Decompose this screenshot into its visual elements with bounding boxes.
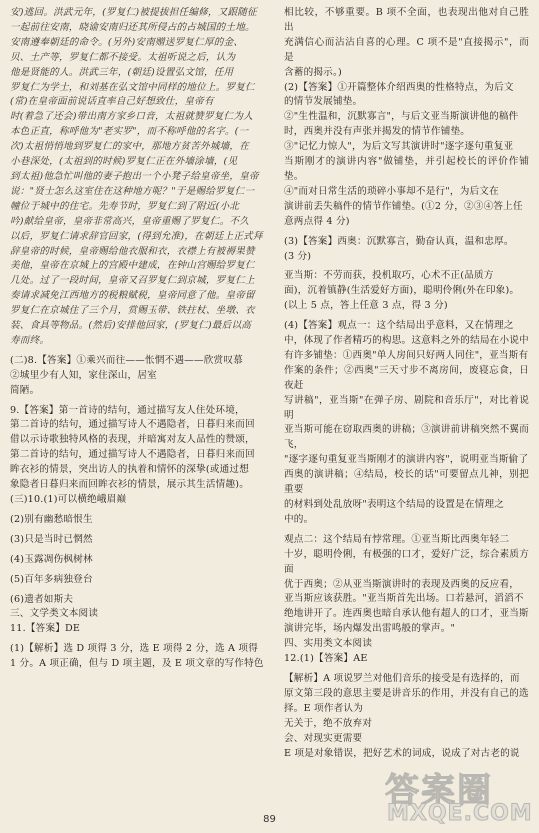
watermark-logo <box>383 763 531 829</box>
text-line: 贝、土产等，罗复仁都不接受。太祖听说之后，认为 <box>10 51 236 63</box>
text-line: ④"而对日常生活的琐碎小事却不是行"，为后文在 <box>284 185 499 197</box>
text-line: 本色正直，称呼他为"老实罗"，而不称呼他的名字。(一 <box>10 126 249 138</box>
text-line: ③"记忆力惊人"，为后文写其演讲时"逐字逐句重复亚 <box>284 141 514 153</box>
text-line: 十岁，聪明伶俐，有极强的口才，爱好广泛，综合素质方面 <box>284 548 529 575</box>
text-line: 当斯刚才的演讲内容"做铺垫，并引起校长的评价作铺垫。 <box>284 156 529 182</box>
text-line: 奏请求减免江西地方的税粮赋税，皇帝同意了他。皇帝留 <box>10 290 255 302</box>
text-line: 罗复仁为学士，和刘基在弘文馆中同样的地位上。罗复仁 <box>10 81 255 93</box>
text-line: 第二首诗的结句，通过描写诗人不遇隐者，日暮归来而回 <box>10 419 255 431</box>
text-line: (4)玉露凋伤枫树林 <box>10 553 93 565</box>
text-line: 亚当斯应该获胜。"亚当斯首先出场。口若悬河，滔滔不 <box>284 593 524 605</box>
text-line: 充满信心而沾沾自喜的心理。C 项不是"直接揭示"，而是 <box>284 36 529 63</box>
text-line: (3 分) <box>284 250 312 262</box>
text-line: (5)百年多病独登台 <box>10 573 93 585</box>
text-line: 安)逃回。洪武元年，(罗复仁)被提拔担任编修，又跟随征 <box>10 7 257 18</box>
text-line: ②"生性温和，沉默寡言"，与后文亚当斯演讲他的稿件 <box>284 111 519 123</box>
text-line: (3)只是当时已惘然 <box>10 533 93 545</box>
text-line: 无关于，绝不放弃对 <box>284 717 373 729</box>
text-line: (6)遗者如斯夫 <box>10 593 74 605</box>
text-line: 美他，皇帝在京城上的宫殿中建成，在钟山宫赐给罗复仁 <box>10 260 255 272</box>
text-line: 11.【答案】DE <box>10 623 81 635</box>
text-line: (2)【答案】①开篇整体介绍西奥的性格特点，为后文 <box>284 81 514 93</box>
text-line: 辞皇帝的时候，皇帝赐给他衣服和衣，衣襟上有被褥果赞 <box>10 245 255 257</box>
text-line: (3)【答案】西奥：沉默寡言，勤奋认真，温和忠厚。 <box>284 235 514 247</box>
text-line: 几处。过了一段时间，皇帝又召罗复仁到京城，罗复仁上 <box>10 275 255 287</box>
text-line: 有许多铺垫：①西奥"单人房间只好两人同住"，亚当斯有 <box>284 349 529 361</box>
text-line: 时，西奥并没有声张并揭发的情节作铺垫。 <box>284 126 471 138</box>
text-line: 第二首诗的结句，通过描写诗人不遇隐者，日暮归来而回 <box>10 449 255 461</box>
text-line: 到太祖)他急忙叫他的妻子抱出一个小凳子给皇帝坐，皇帝 <box>10 170 259 182</box>
text-line: 小巷深处，(太祖到的时候)罗复仁正在外墙涂墙，(见 <box>10 156 238 168</box>
text-line: 作案的条件；②西奥"三天寸步不离房间，废寝忘食，日夜赶 <box>284 364 529 391</box>
watermark-main-text: 答案圈 <box>385 771 493 811</box>
text-line: 时(着急了还会)带出南方家乡口音，太祖就赞罗复仁为人 <box>10 111 253 123</box>
text-line: "逐字逐句重复亚当斯刚才的演讲内容"，说明亚当斯偷了 <box>284 454 529 466</box>
text-line: 三、文学类文本阅读 <box>10 608 99 620</box>
text-line: 择。E 项作者认为 <box>284 702 364 714</box>
text-line: (三)10.(1)可以横绝峨眉巅 <box>10 494 127 505</box>
text-line: 简陋。 <box>10 384 40 396</box>
text-line: 相比较，不够重要。B 项不全面，也表现出他对自己胜出 <box>284 7 529 33</box>
text-line: ②城里少有人知，家住深山，居室 <box>10 369 157 381</box>
text-line: (4)【答案】观点一：这个结局出乎意料，又在情理之 <box>284 320 514 332</box>
text-line: (1)【解析】选 D 项得 3 分，选 E 项得 2 分，选 A 项得 <box>10 643 259 655</box>
text-line: 装、食具等物品。(然后)安排他回家，(罗复仁)最后以高 <box>10 320 252 332</box>
text-line: 中的。 <box>284 513 314 525</box>
left-column <box>10 6 268 672</box>
text-line: 的材料到处乱放呀"表明这个结局的设置是在情理之 <box>284 499 505 510</box>
text-line: 含蓄的揭示。) <box>284 66 342 78</box>
text-line: 他是贤能的人。洪武三年，(朝廷)设置弘文馆，任用 <box>10 66 234 78</box>
text-line: 一起前往安南，晓谕安南归还其所侵占的占城国的土地。 <box>10 21 255 33</box>
text-line: 演讲完毕，场内爆发出雷鸣般的掌声。" <box>284 623 456 635</box>
text-line: 以后，罗复仁请求辞官回家，(得到允准)，在朝廷上正式拜 <box>10 230 263 242</box>
text-line: 优于西奥；②从亚当斯演讲时的表现及西奥的反应看， <box>284 578 520 590</box>
text-line: (以上 5 点，答上任意 3 点，得 3 分) <box>284 300 448 312</box>
text-line: 西奥的演讲稿；④结局，校长的话"可要留点儿神，别把重要 <box>284 469 529 496</box>
text-line: 9.【答案】第一首诗的结句，通过描写友人住处环境， <box>10 404 245 416</box>
right-column <box>284 6 529 761</box>
text-line: 【解析】A 项说罗兰对他们音乐的接受是有选择的，而 <box>284 672 520 684</box>
text-line: 绝地讲开了。连西奥也暗自承认他有超人的口才，亚当斯 <box>284 608 529 620</box>
page-number: 89 <box>263 814 276 825</box>
watermark-sub-text: MXQE.COM <box>387 801 533 826</box>
text-line: 象隐者日暮归来而回眸衣衫的情景，展示其生活情趣)。 <box>10 479 249 491</box>
text-line: 会、对现实更需要 <box>284 732 363 744</box>
text-line: E 项是对象错误，把好艺术的词成，说成了对古老的说 <box>284 747 520 759</box>
text-line: 吟)献给皇帝，皇帝非常高兴，皇帝重赐了罗复仁。不久 <box>10 215 249 227</box>
text-line: 1 分。A 项正确，但与 D 项主题，及 E 项文章的写作特色 <box>10 658 264 670</box>
text-line: 原文第三段的意思主要是讲音乐的作用，并没有自己的选 <box>284 687 529 699</box>
text-line: 意两点得 4 分) <box>284 215 350 227</box>
text-line: 演讲前丢失稿件的情节作铺垫。(①2 分，②③④答上任 <box>284 200 523 212</box>
text-line: 面)，沉着镇静(生活爱好方面)，聪明伶俐(外在印象)。 <box>284 285 520 297</box>
text-line: 观点二：这个结局有悖常理。①亚当斯比西奥年轻二 <box>284 533 510 545</box>
text-line: 借以示诗歌独特风格的表现，并暗寓对友人品性的赞颂， <box>10 434 255 446</box>
text-line: (常)在皇帝面前说话直率自己好想致仕，皇帝有 <box>10 96 214 108</box>
text-line: 12.(1)【答案】AE <box>284 653 368 665</box>
text-line: 亚当斯：不劳而获，投机取巧，心术不正(品质方 <box>284 270 494 282</box>
text-line: 安南遵奉朝廷的命令。(另外)安南赠送罗复仁厚的金、 <box>10 36 244 48</box>
text-line: 幢位于城中的住宅。先寿节时，罗复仁到了附近(小北 <box>10 200 240 212</box>
text-line: 说："贤士怎么这室住在这种地方呢？"于是赐给罗复仁一 <box>10 185 255 197</box>
text-line: 四、实用类文本阅读 <box>284 638 373 650</box>
text-line: 罗复仁在京城住了三个月，赏赐玉带、铁拄杖、坐墩、衣 <box>10 305 255 317</box>
text-line: (二)8.【答案】①乘兴而往——怅惘不遇——欣赏叹慕 <box>10 354 243 366</box>
text-line: 眸衣衫的情景，突出访人的执着和情怀的深挚(或通过想 <box>10 464 249 476</box>
text-line: 次)太祖悄悄地到罗复仁的家中，那地方贫苦外城墙，在 <box>10 141 249 153</box>
text-line: 亚当斯可能在窃取西奥的讲稿；③演讲前讲稿突然不翼而飞， <box>284 424 529 451</box>
text-line: 的情节发展铺垫。 <box>284 96 363 108</box>
text-line: (2)别有幽愁暗恨生 <box>10 513 93 525</box>
text-line: 写讲稿"，亚当斯"在弹子房、剧院和音乐厅"，对比着说明 <box>284 394 529 421</box>
text-line: 中，体现了作者精巧的构思。这意料之外的结局在小说中 <box>284 335 529 347</box>
text-line: 寿而终。 <box>10 334 50 346</box>
